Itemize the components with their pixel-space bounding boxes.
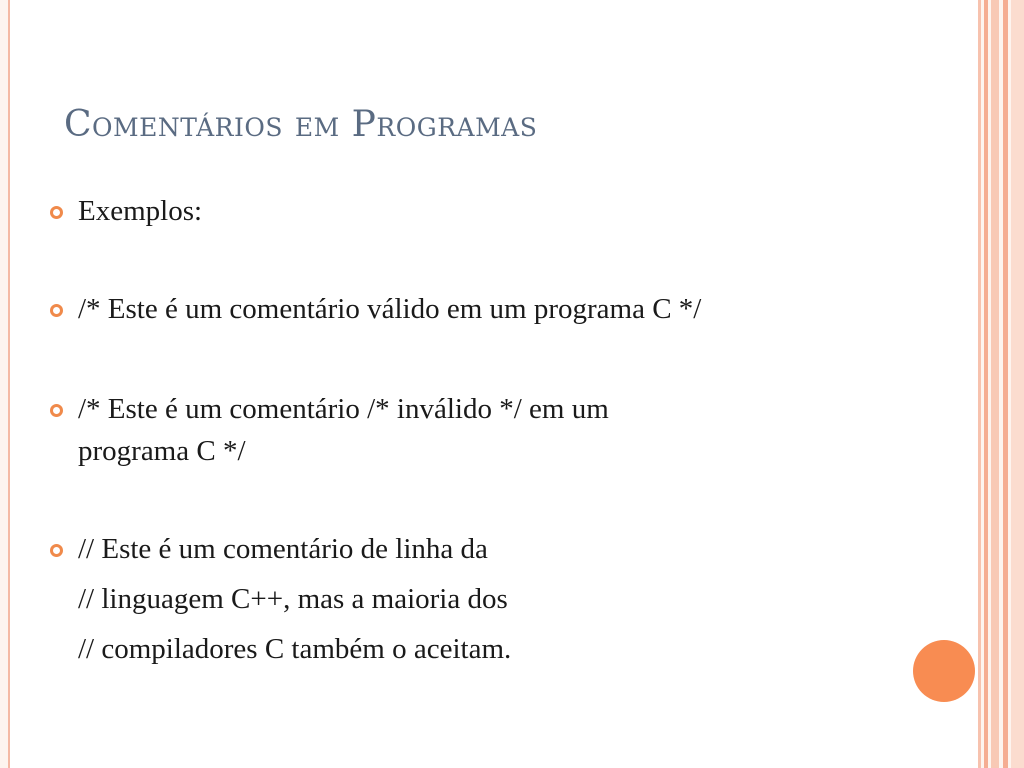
bullet-circle-icon: [50, 206, 63, 219]
slide-title: Comentários em Programas: [64, 104, 538, 145]
bullet-line: /* Este é um comentário válido em um programa C */: [78, 293, 702, 325]
right-stripe: [1003, 0, 1008, 768]
right-stripe: [1011, 0, 1024, 768]
right-stripe: [991, 0, 999, 768]
bullet-circle-icon: [50, 404, 63, 417]
bullet-text: [78, 388, 609, 472]
bullet-text: [78, 288, 701, 330]
bullet-line: // linguagem C++, mas a maioria dos: [78, 583, 508, 615]
bullet-text: [78, 524, 511, 674]
bullet-line: // compiladores C também o aceitam.: [78, 633, 512, 665]
bullet-line: // Este é um comentário de linha da: [78, 533, 488, 565]
decorative-circle: [913, 640, 975, 702]
bullet-circle-icon: [50, 304, 63, 317]
bullet-text: [78, 190, 202, 232]
bullet-line: Exemplos:: [78, 195, 203, 227]
bullet-line: /* Este é um comentário /* inválido */ em um: [78, 393, 609, 425]
slide-content: [10, 0, 978, 768]
bullet-line: programa C */: [78, 435, 246, 467]
right-stripe: [984, 0, 988, 768]
right-stripe: [978, 0, 981, 768]
bullet-circle-icon: [50, 544, 63, 557]
